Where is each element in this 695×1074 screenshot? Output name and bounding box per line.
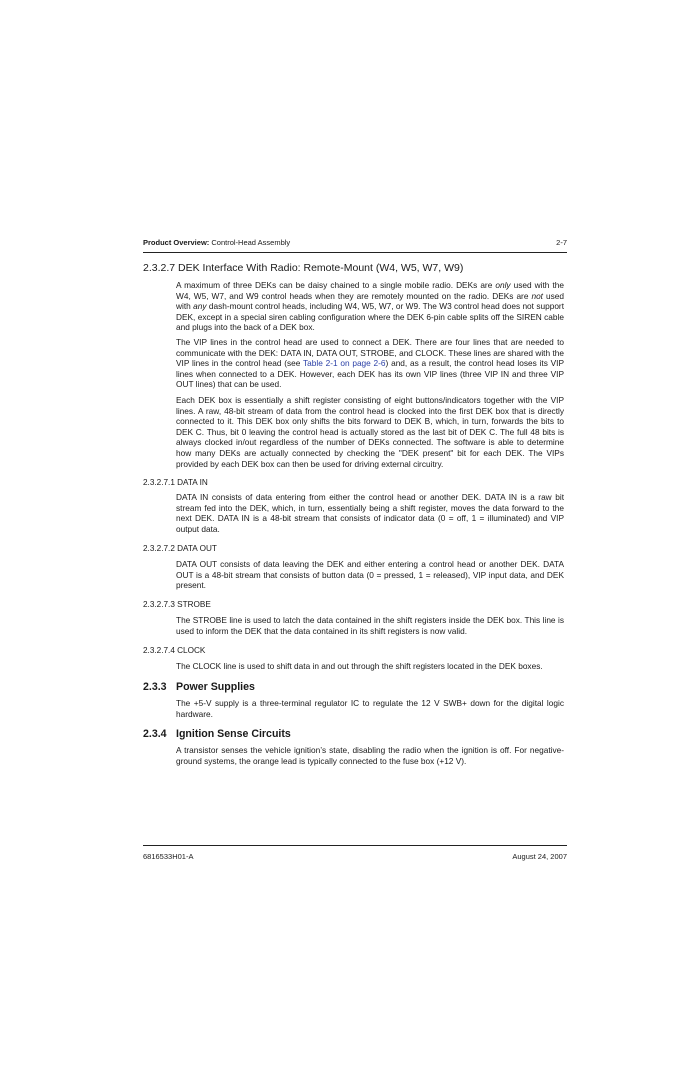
heading-233-number: 2.3.3 — [143, 681, 167, 693]
para-23272 — [176, 559, 564, 591]
text-run: used with — [176, 290, 564, 312]
text-run: ) and, as a result, the control head loses its VIP lines when connected to a DEK. However, each DEK has its own VIP lines (three VIP IN and three VIP OUT lines) that can be used. — [176, 358, 564, 390]
para-23273-text: The STROBE line is used to latch the data contained in the shift registers inside the DEK box. This line is used to inform the DEK that the data contained in its shift registers is now valid. — [176, 615, 564, 636]
para-233 — [176, 698, 564, 719]
header-rule — [143, 252, 567, 253]
para-23274-text: The CLOCK line is used to shift data in and out through the shift registers located in the DEK boxes. — [176, 661, 543, 671]
para-23271 — [176, 492, 564, 534]
heading-23273: 2.3.2.7.3 STROBE — [143, 600, 211, 609]
page-footer — [143, 852, 567, 861]
header-section-bold: Product Overview: — [143, 238, 210, 247]
table-2-1-link[interactable]: Table 2-1 on page 2-6 — [302, 358, 386, 369]
footer-doc-number: 6816533H01-A — [143, 852, 194, 861]
para-23274 — [176, 661, 564, 672]
heading-234-title: Ignition Sense Circuits — [176, 728, 291, 740]
heading-2327: 2.3.2.7 DEK Interface With Radio: Remote-Mount (W4, W5, W7, W9) — [143, 262, 464, 274]
heading-233-title: Power Supplies — [176, 681, 255, 693]
para-23273 — [176, 615, 564, 636]
footer-rule — [143, 845, 567, 846]
heading-23272: 2.3.2.7.2 DATA OUT — [143, 544, 217, 553]
heading-23271: 2.3.2.7.1 DATA IN — [143, 478, 208, 487]
para-23272-text: DATA OUT consists of data leaving the DEK and either entering a control head or another DEK. DATA OUT is a 48-bit stream that consists of button data (0 = pressed, 1 = released), VIP input data, and DEK present. — [176, 559, 564, 591]
emphasis-not: not — [531, 290, 543, 301]
emphasis-any: any — [193, 301, 207, 312]
para-234-text: A transistor senses the vehicle ignition’s state, disabling the radio when the ignition is off. For negative-ground systems, the orange lead is typically connected to the fuse box (+12 V). — [176, 745, 564, 766]
para-234 — [176, 745, 564, 766]
footer-date: August 24, 2007 — [512, 852, 567, 861]
header-section-rest: Control-Head Assembly — [211, 238, 291, 247]
para-2327-3 — [176, 395, 564, 469]
text-run: A maximum of three DEKs can be daisy chained to a single mobile radio. DEKs are — [176, 280, 496, 290]
para-233-text: The +5-V supply is a three-terminal regulator IC to regulate the 12 V SWB+ down for the digital logic hardware. — [176, 698, 564, 719]
text-run: The VIP lines in the control head are used to connect a DEK. There are four lines that are needed to communicate with the DEK: DATA IN, DATA OUT, STROBE, and CLOCK. These lines are shared with the VIP lines in the control head (see — [176, 337, 564, 369]
para-23271-text: DATA IN consists of data entering from either the control head or another DEK. DATA IN is a raw bit stream fed into the DEK, which, in turn, essentially being a shift register, moves the data forward to the next DEK. DATA IN is a 48-bit stream that consists of indicator data (0 = off, 1 = illuminated) and VIP output data. — [176, 492, 564, 534]
para-2327-1 — [176, 280, 564, 333]
text-run: used with the W4, W5, W7, and W9 control heads when they are remotely mounted on the radio. DEKs are — [176, 280, 564, 301]
header-page-number: 2-7 — [556, 238, 567, 247]
para-2327-2 — [176, 337, 564, 390]
para-2327-3-text: Each DEK box is essentially a shift register consisting of eight buttons/indicators together with the VIP lines. A raw, 48-bit stream of data from the control head is clocked into the first DEK box that is directly connected to it. This DEK box only shifts the bits forward to DEK B, which, in turn, forwards the bits to DEK C. Thus, bit 0 leaving the control head is actually stored as the last bit of DEK C. The full 48 bits is always clocked in/out regardless of the number of DEKs connected. The software is able to determine how many DEKs are actually connected by checking the "DEK present" bit for each DEK. The VIPs provided by each DEK box can then be used for driving external circuitry. — [176, 395, 564, 469]
heading-23274: 2.3.2.7.4 CLOCK — [143, 646, 206, 655]
heading-234 — [143, 728, 291, 740]
heading-233 — [143, 681, 255, 693]
text-run: dash-mount control heads, including W4, W5, W7, or W9. The W3 control head does not support DEK, except in a special siren cabling configuration where the DEK 6-pin cable splits off the SIREN cable and plugs into the back of a DEK box. — [176, 301, 564, 333]
heading-234-number: 2.3.4 — [143, 728, 167, 740]
emphasis-only: only — [495, 280, 511, 290]
page-header — [143, 238, 567, 247]
header-section — [143, 238, 290, 247]
